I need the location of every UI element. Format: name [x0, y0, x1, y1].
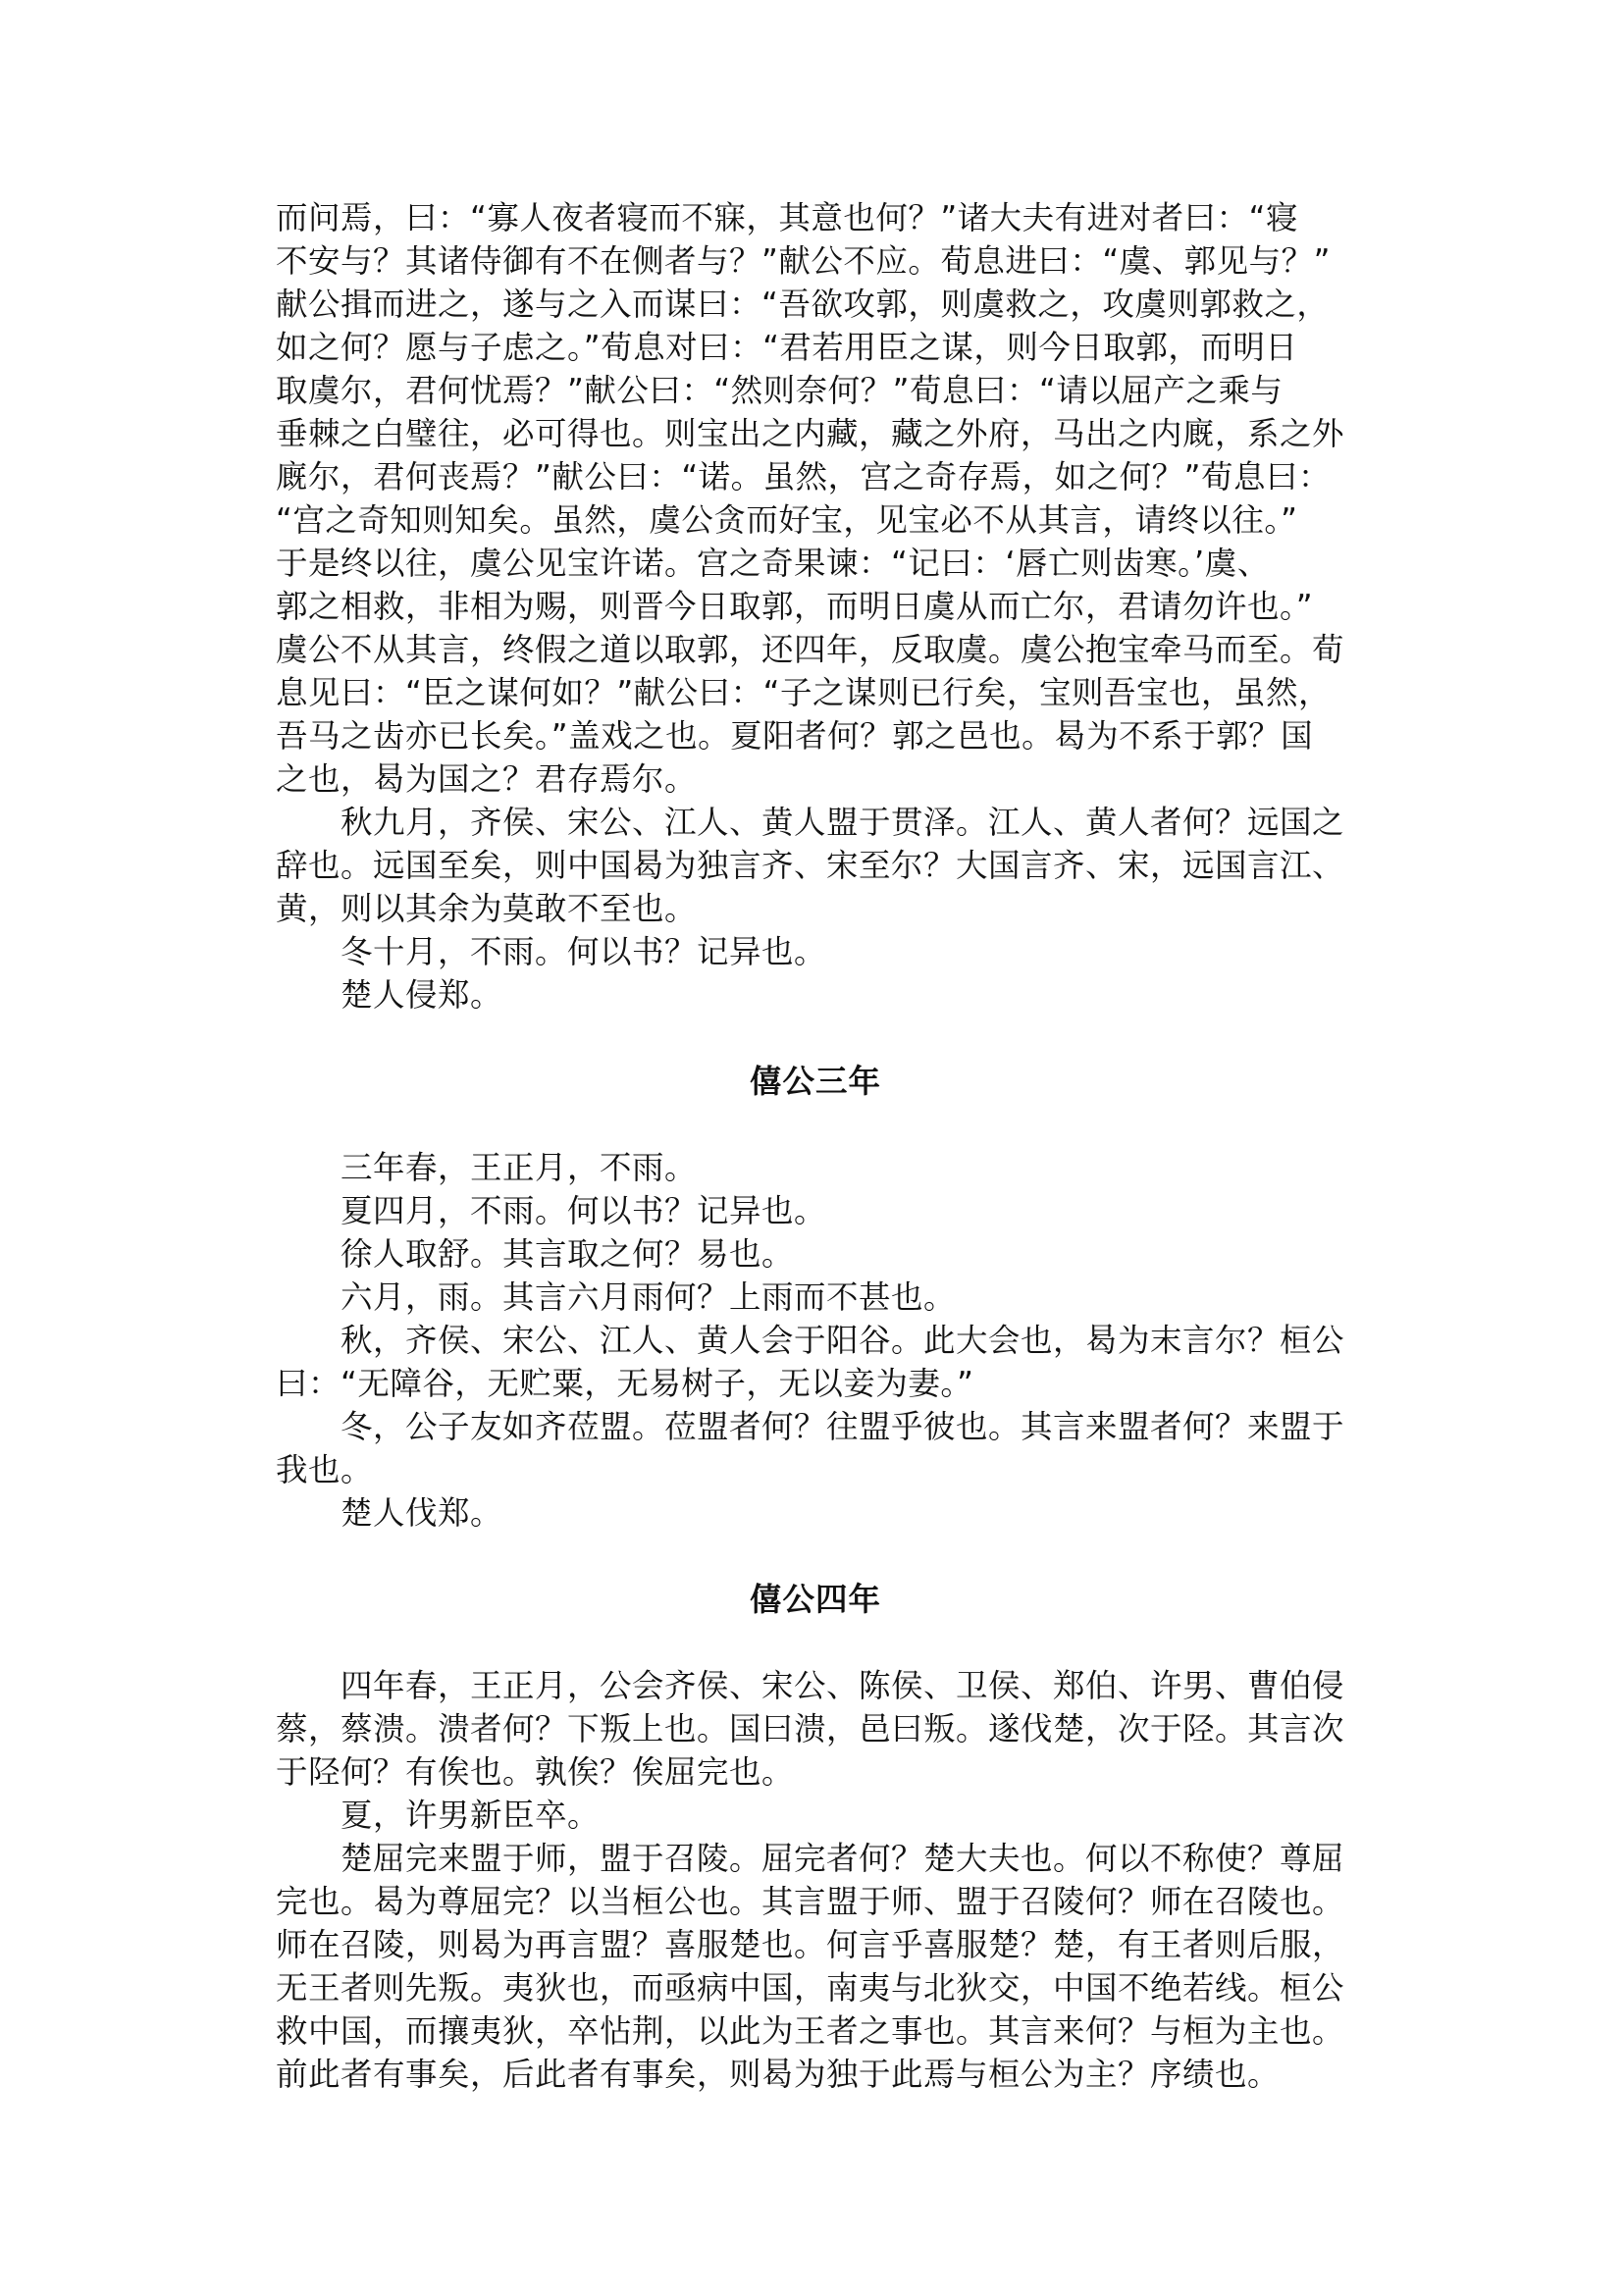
paragraph	[276, 1319, 1355, 1405]
paragraph	[276, 196, 1355, 801]
text-line: 三年春，王正月，不雨。	[341, 1149, 698, 1186]
text-line: 楚屈完来盟于师，盟于召陵。屈完者何？楚大夫也。何以不称使？尊屈	[341, 1840, 1345, 1877]
paragraph	[276, 973, 1355, 1017]
text-line: 徐人取舒。其言取之何？易也。	[341, 1235, 795, 1273]
text-line: 楚人伐郑。	[341, 1494, 503, 1532]
text-line: “宫之奇知则知矣。虽然，虞公贪而好宝，见宝必不从其言，请终以往。”	[276, 501, 1298, 539]
paragraph	[276, 1276, 1355, 1319]
paragraph	[276, 1232, 1355, 1276]
text-line: 息见曰：“臣之谋何如？”献公曰：“子之谋则已行矣，宝则吾宝也，虽然，	[276, 674, 1332, 711]
text-line: 献公揖而进之，遂与之入而谋曰：“吾欲攻郭，则虞救之，攻虞则郭救之，	[276, 286, 1330, 323]
text-line: 救中国，而攘夷狄，卒怗荆，以此为王者之事也。其言来何？与桓为主也。	[276, 2012, 1345, 2050]
text-line: 秋，齐侯、宋公、江人、黄人会于阳谷。此大会也，曷为末言尔？桓公	[341, 1322, 1345, 1359]
text-line: 冬，公子友如齐莅盟。莅盟者何？往盟乎彼也。其言来盟者何？来盟于	[341, 1408, 1345, 1445]
text-line: 前此者有事矣，后此者有事矣，则曷为独于此焉与桓公为主？序绩也。	[276, 2056, 1281, 2093]
text-line: 取虞尔，君何忧焉？”献公曰：“然则奈何？”荀息曰：“请以屈产之乘与	[276, 372, 1283, 409]
paragraph	[276, 1794, 1355, 1837]
text-line: 不安与？其诸侍御有不在侧者与？”献公不应。荀息进曰：“虞、郭见与？”	[276, 242, 1332, 280]
text-line: 如之何？愿与子虑之。”荀息对曰：“君若用臣之谋，则今日取郭，而明日	[276, 329, 1298, 366]
section-heading: 僖公四年	[749, 1581, 881, 1618]
text-line: 四年春，王正月，公会齐侯、宋公、陈侯、卫侯、郑伯、许男、曹伯侵	[341, 1667, 1345, 1704]
text-line: 垂棘之白璧往，必可得也。则宝出之内藏，藏之外府，马出之内廐，系之外	[276, 415, 1345, 452]
paragraph	[276, 1491, 1355, 1535]
document-page	[276, 196, 1355, 2096]
text-line: 廐尔，君何丧焉？”献公曰：“诺。虽然，宫之奇存焉，如之何？”荀息曰：	[276, 458, 1332, 495]
text-line: 曰：“无障谷，无贮粟，无易树子，无以妾为妻。”	[276, 1365, 974, 1402]
text-line: 黄，则以其余为莫敢不至也。	[276, 890, 698, 927]
paragraph	[276, 930, 1355, 973]
text-line: 夏，许男新臣卒。	[341, 1797, 601, 1834]
paragraph	[276, 1664, 1355, 1794]
text-line: 冬十月，不雨。何以书？记异也。	[341, 933, 827, 970]
text-line: 楚人侵郑。	[341, 976, 503, 1014]
text-line: 辞也。远国至矣，则中国曷为独言齐、宋至尔？大国言齐、宋，远国言江、	[276, 847, 1345, 884]
paragraph	[276, 1405, 1355, 1491]
section-heading: 僖公三年	[749, 1063, 881, 1100]
text-line: 于陉何？有俟也。孰俟？俟屈完也。	[276, 1753, 795, 1791]
text-line: 虞公不从其言，终假之道以取郭，还四年，反取虞。虞公抱宝牵马而至。荀	[276, 631, 1345, 668]
text-line: 于是终以往，虞公见宝许诺。宫之奇果谏：“记曰：‘唇亡则齿寒。’虞、	[276, 545, 1270, 582]
text-line: 吾马之齿亦已长矣。”盖戏之也。夏阳者何？郭之邑也。曷为不系于郭？国	[276, 717, 1314, 755]
text-line: 之也，曷为国之？君存焉尔。	[276, 760, 698, 798]
text-line: 我也。	[276, 1451, 374, 1488]
text-line: 完也。曷为尊屈完？以当桓公也。其言盟于师、盟于召陵何？师在召陵也。	[276, 1883, 1345, 1920]
text-line: 而问焉，曰：“寡人夜者寝而不寐，其意也何？”诸大夫有进对者曰：“寝	[276, 199, 1299, 236]
paragraph	[276, 1146, 1355, 1189]
paragraph	[276, 1837, 1355, 2096]
text-line: 郭之相救，非相为赐，则晋今日取郭，而明日虞从而亡尔，君请勿许也。”	[276, 588, 1314, 625]
paragraph	[276, 1189, 1355, 1232]
text-line: 夏四月，不雨。何以书？记异也。	[341, 1192, 827, 1229]
text-line: 秋九月，齐侯、宋公、江人、黄人盟于贯泽。江人、黄人者何？远国之	[341, 804, 1345, 841]
text-line: 无王者则先叛。夷狄也，而亟病中国，南夷与北狄交，中国不绝若线。桓公	[276, 1969, 1345, 2007]
text-line: 六月，雨。其言六月雨何？上雨而不甚也。	[341, 1278, 957, 1316]
paragraph	[276, 801, 1355, 930]
text-line: 师在召陵，则曷为再言盟？喜服楚也。何言乎喜服楚？楚，有王者则后服，	[276, 1926, 1345, 1963]
text-line: 蔡，蔡溃。溃者何？下叛上也。国曰溃，邑曰叛。遂伐楚，次于陉。其言次	[276, 1710, 1345, 1747]
